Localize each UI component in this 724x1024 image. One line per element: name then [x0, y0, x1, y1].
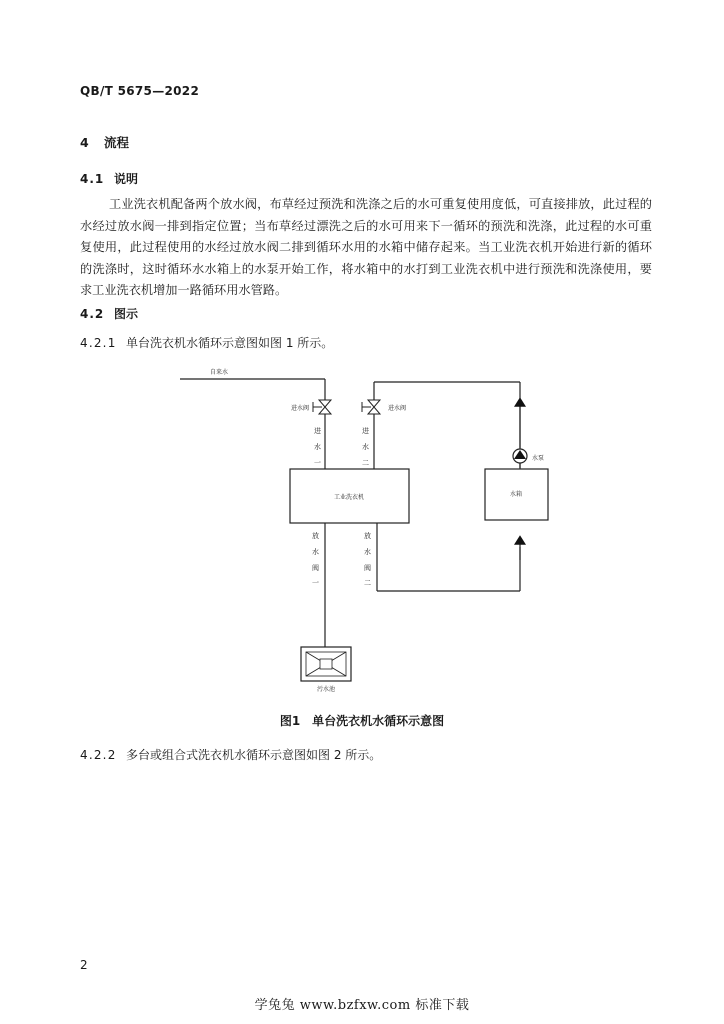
svg-text:一: 一: [314, 459, 321, 467]
drain-valve-1-label: [312, 531, 319, 587]
svg-text:水: 水: [364, 548, 371, 556]
water-tank-label: 水箱: [509, 491, 523, 498]
drain-2-pipe: [377, 523, 520, 591]
drain-valve-2-label: [364, 531, 371, 587]
svg-text:一: 一: [312, 579, 319, 587]
item-4-2-2: [80, 746, 381, 763]
figure-1-caption: 图1 单台洗衣机水循环示意图: [279, 714, 445, 728]
item-text: 多台或组合式洗衣机水循环示意图如图 2 所示。: [126, 748, 382, 762]
item-text: 单台洗衣机水循环示意图如图 1 所示。: [126, 336, 334, 350]
tap-water-pipe: [180, 379, 325, 469]
svg-text:二: 二: [364, 579, 371, 587]
watermark-text: 学兔兔 www.bzfxw.com 标准下载: [254, 998, 470, 1013]
section-number: 4.2: [80, 307, 105, 321]
section-number: 4: [80, 135, 89, 150]
svg-text:放: 放: [364, 532, 371, 540]
svg-text:进: 进: [314, 427, 321, 435]
inlet-2-label: [362, 426, 369, 467]
svg-text:水: 水: [314, 443, 321, 451]
sewage-pit-icon: [301, 647, 351, 681]
inlet-valve-2-label: 进水阀: [388, 405, 407, 412]
section-title: 流程: [104, 135, 130, 150]
standard-code: QB/T 5675—2022: [80, 84, 200, 98]
pump-label: 水泵: [532, 455, 545, 462]
svg-text:放: 放: [312, 532, 319, 540]
section-number: 4.1: [80, 172, 105, 186]
svg-text:二: 二: [362, 459, 369, 467]
section-title: 图示: [114, 307, 139, 321]
pump-icon: [513, 449, 527, 463]
inlet-valve-2-icon: [362, 400, 380, 414]
section-4-1-paragraph: 工业洗衣机配备两个放水阀，布草经过预洗和洗涤之后的水可重复使用度低，可直接排放，此过程的水经过放水阀一排到指定位置；当布草经过漂洗之后的水可用来下一循环的预洗和洗涤，此过程的水可重复使用，此过程使用的水经过放水阀二排到循环水用的水箱中储存起来。当工业洗衣机开始进行新的循环的洗涤时，这时循环水水箱上的水泵开始工作，将水箱中的水打到工业洗衣机中进行预洗和洗涤使用，要求工业洗衣机增加一路循环用水管路。: [80, 197, 652, 297]
inlet-1-label: [314, 426, 321, 467]
industrial-washer-label: 工业洗衣机: [333, 494, 365, 501]
inlet-valve-1-icon: [313, 400, 331, 414]
svg-text:水: 水: [312, 548, 319, 556]
svg-text:水: 水: [362, 443, 369, 451]
item-number: 4.2.1: [80, 336, 117, 350]
sewage-pit-label: 污水池: [316, 686, 336, 693]
tap-water-label: 自来水: [210, 369, 229, 376]
inlet-valve-1-label: 进水阀: [291, 405, 310, 412]
svg-text:进: 进: [362, 427, 369, 435]
item-number: 4.2.2: [80, 748, 117, 762]
svg-text:阀: 阀: [312, 564, 319, 572]
page-number: 2: [80, 958, 88, 972]
svg-text:阀: 阀: [364, 564, 371, 572]
section-title: 说明: [114, 172, 139, 186]
recirculation-pipe: [374, 382, 520, 469]
